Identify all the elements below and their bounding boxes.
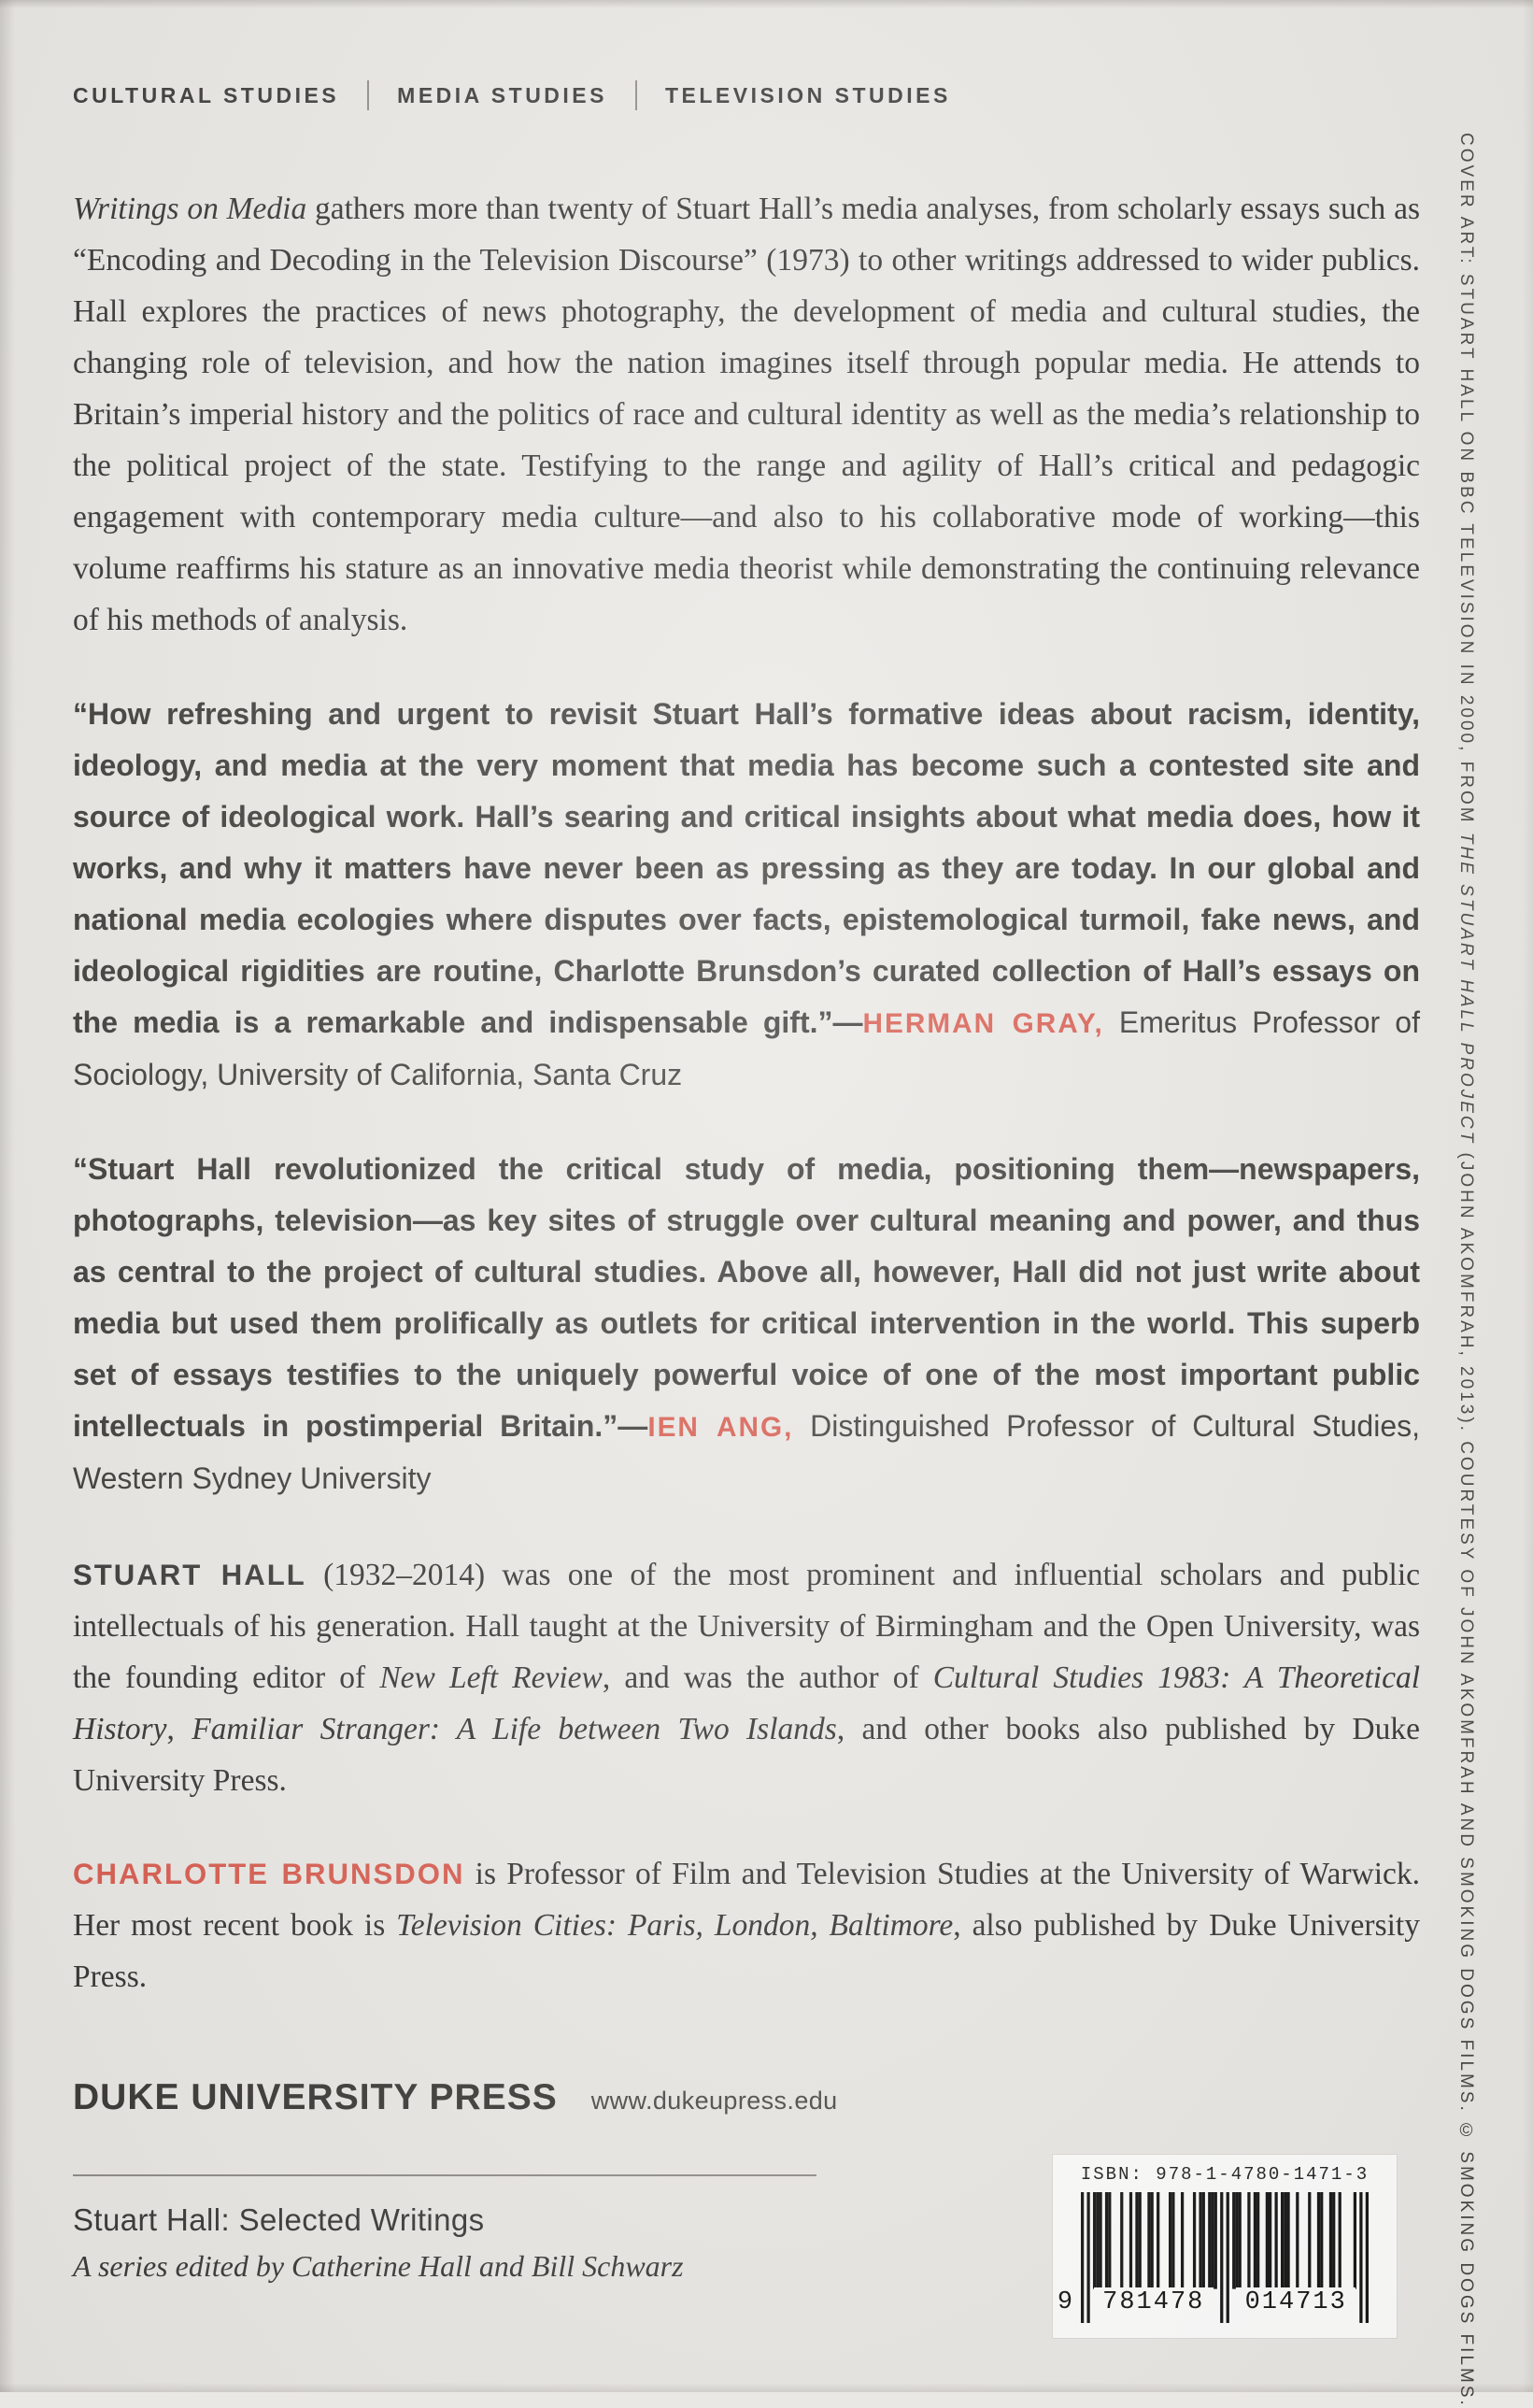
series-editors: A series edited by Catherine Hall and Bill Schwarz xyxy=(73,2249,684,2283)
publisher-name: DUKE UNIVERSITY PRESS xyxy=(73,2077,558,2117)
review-blurb-herman-gray: “How refreshing and urgent to revisit Stuart Hall’s formative ideas about racism, identity, ideology, and media at the very moment that media has become such a contested site and source of ideological work. Hall’s searing and critical insights about what media does, how it works, and why it matters have never been as pressing as they are today. In our global and national media ecologies where disputes over facts, epistemological turmoil, fake news, and ideological rigidities are routine, Charlotte Brunsdon’s curated collection of Hall’s essays on the media is a remarkable and indispensable gift.”—HERMAN GRAY, Emeritus Professor of Sociology, University of California, Santa Cruz xyxy=(73,697,1420,1091)
category-label-cultural-studies: CULTURAL STUDIES xyxy=(73,82,340,107)
editor-bio-charlotte-brunsdon: CHARLOTTE BRUNSDON is Professor of Film and Television Studies at the University of Warwick. Her most recent book is Television Cities: Paris, London, Baltimore, also published by Duke University Press. xyxy=(73,1857,1421,1994)
publisher-url: www.dukeupress.edu xyxy=(590,2087,838,2115)
divider-rule xyxy=(73,2174,816,2176)
barcode xyxy=(1057,2192,1369,2323)
publisher-row xyxy=(73,2077,1420,2118)
series-title: Stuart Hall: Selected Writings xyxy=(73,2202,485,2237)
barcode-box xyxy=(1053,2155,1397,2338)
isbn-label: ISBN: 978-1-4780-1471-3 xyxy=(1080,2164,1370,2185)
category-label-media-studies: MEDIA STUDIES xyxy=(397,82,607,107)
book-description: Writings on Media gathers more than twenty of Stuart Hall’s media analyses, from scholarly essays such as “Encoding and Decoding in the Television Discourse” (1973) to other writings addressed to wider publics. Hall explores the practices of news photography, the development of media and cultural studies, the changing role of television, and how the nation imagines itself through popular media. He attends to Britain’s imperial history and the politics of race and cultural identity as well as the media’s relationship to the political project of the state. Testifying to the range and agility of Hall’s critical and pedagogic engagement with contemporary media culture—and also to his collaborative mode of working—this volume reaffirms his stature as an innovative media theorist while demonstrating the continuing relevance of his methods of analysis. xyxy=(73,192,1420,637)
category-label-television-studies: TELEVISION STUDIES xyxy=(664,82,951,107)
category-divider xyxy=(367,80,369,110)
barcode-digit-group: 9 xyxy=(1057,2288,1075,2316)
barcode-digit-group: 781478 xyxy=(1094,2287,1214,2317)
cover-art-credit: COVER ART: STUART HALL ON BBC TELEVISION IN 2000, FROM THE STUART HALL PROJECT (JOHN AKOMFRAH, 2013). COURTESY OF JOHN AKOMFRAH AND SMOKING DOGS FILMS. © SMOKING DOGS FILMS. xyxy=(1456,133,1476,2408)
author-bio-stuart-hall: STUART HALL (1932–2014) was one of the most prominent and influential scholars and public intellectuals of his generation. Hall taught at the University of Birmingham and the Open University, was the founding editor of New Left Review, and was the author of Cultural Studies 1983: A Theoretical History, Familiar Stranger: A Life between Two Islands, and other books also published by Duke University Press. xyxy=(73,1558,1421,1798)
category-divider xyxy=(635,80,637,110)
barcode-digit-group: 014713 xyxy=(1236,2287,1356,2317)
back-cover-content xyxy=(73,0,1420,2284)
category-list xyxy=(73,80,1420,110)
review-blurb-ien-ang: “Stuart Hall revolutionized the critical study of media, positioning them—newspapers, photographs, television—as key sites of struggle over cultural meaning and power, and thus as central to the project of cultural studies. Above all, however, Hall did not just write about media but used them prolifically as outlets for critical intervention in the world. This superb set of essays testifies to the uniquely powerful voice of one of the most important public intellectuals in postimperial Britain.”—IEN ANG, Distinguished Professor of Cultural Studies, Western Sydney University xyxy=(73,1152,1421,1495)
